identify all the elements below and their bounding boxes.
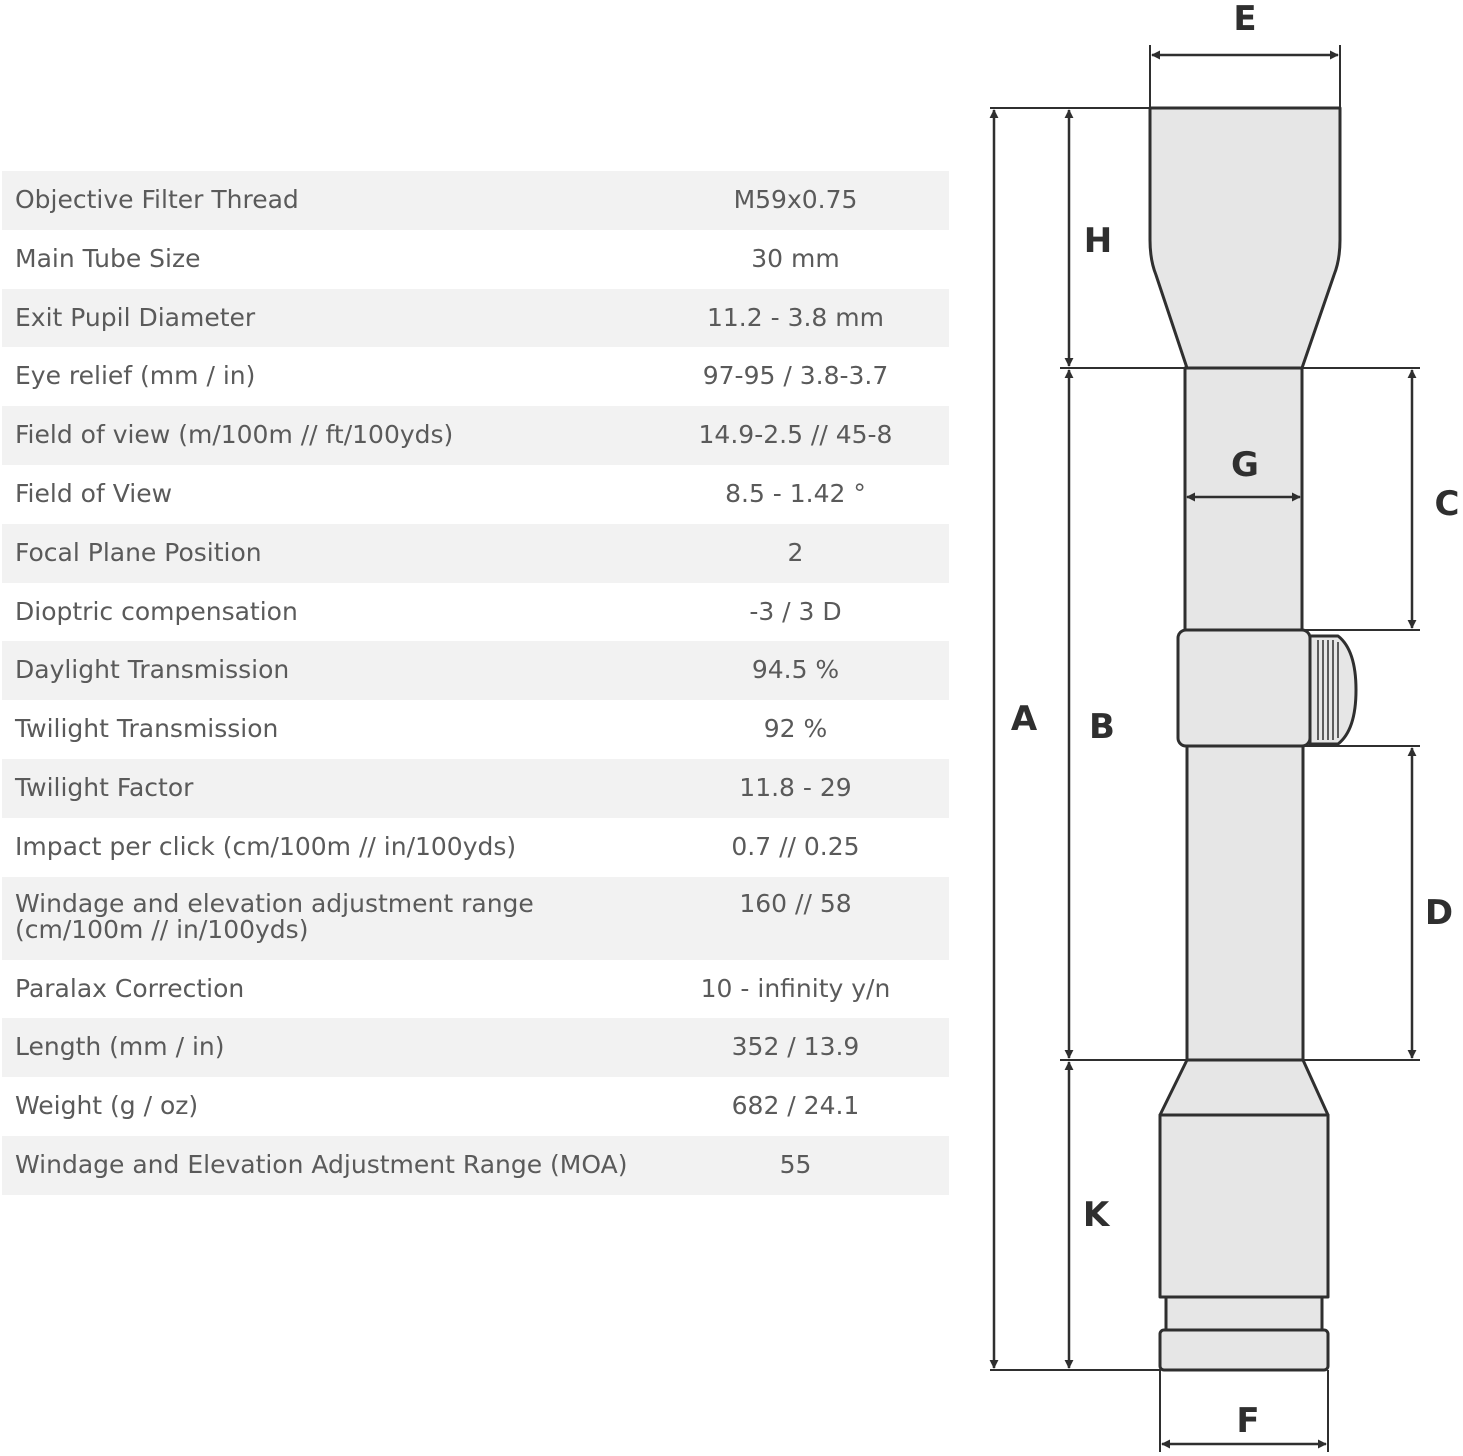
spec-value: 92 % (763, 714, 828, 744)
spec-value: 94.5 % (751, 655, 840, 685)
spec-value: 11.8 - 29 (739, 772, 852, 802)
spec-label: Twilight Factor (15, 772, 194, 802)
spec-label: Impact per click (cm/100m // in/100yds) (15, 831, 517, 861)
spec-value: 2 (787, 537, 804, 567)
dim-label-h: H (1083, 221, 1113, 261)
spec-label: Focal Plane Position (15, 537, 262, 567)
dim-label-d: D (1424, 893, 1454, 933)
spec-value: 14.9-2.5 // 45-8 (698, 420, 893, 450)
dim-label-k: K (1082, 1195, 1110, 1235)
spec-label: Field of View (15, 478, 173, 508)
main-tube-front (1185, 368, 1302, 630)
dim-label-g: G (1231, 445, 1259, 485)
spec-label: Windage and elevation adjustment range (cm/100m // in/100yds) (15, 888, 534, 944)
spec-label: Weight (g / oz) (15, 1091, 199, 1121)
dim-label-f: F (1236, 1401, 1260, 1441)
spec-label: Length (mm / in) (15, 1032, 225, 1062)
eyepiece-ring (1166, 1297, 1322, 1330)
spec-label: Exit Pupil Diameter (15, 302, 256, 332)
main-tube-rear (1187, 746, 1303, 1060)
spec-value: -3 / 3 D (749, 596, 842, 626)
eyepiece-end (1160, 1330, 1328, 1370)
eyepiece (1160, 1115, 1328, 1297)
spec-value: 160 // 58 (739, 888, 852, 918)
spec-label: Objective Filter Thread (15, 185, 299, 214)
riflescope-drawing (1150, 108, 1356, 1370)
dim-label-c: C (1434, 484, 1460, 524)
spec-label: Paralax Correction (15, 973, 245, 1003)
spec-label: Main Tube Size (15, 243, 201, 273)
spec-value: 352 / 13.9 (731, 1032, 860, 1062)
spec-value: M59x0.75 (733, 185, 858, 214)
dim-label-e: E (1233, 0, 1257, 39)
spec-value: 11.2 - 3.8 mm (707, 302, 884, 332)
spec-label: Field of view (m/100m // ft/100yds) (15, 420, 454, 450)
spec-value: 97-95 / 3.8-3.7 (702, 361, 889, 391)
dim-label-a: A (1010, 699, 1038, 739)
spec-value: 8.5 - 1.42 ° (725, 478, 866, 508)
spec-label: Windage and Elevation Adjustment Range (MOA) (15, 1149, 628, 1179)
dim-label-b: B (1089, 707, 1115, 747)
objective-bell (1150, 108, 1340, 368)
turret-ring (1178, 630, 1310, 746)
spec-value: 682 / 24.1 (731, 1091, 860, 1121)
eyepiece-taper (1160, 1060, 1328, 1115)
spec-label: Twilight Transmission (15, 714, 279, 744)
spec-label: Eye relief (mm / in) (15, 361, 256, 391)
spec-value: 10 - infinity y/n (700, 973, 891, 1003)
spec-value: 55 (779, 1149, 812, 1179)
spec-label: Dioptric compensation (15, 596, 298, 626)
spec-label: Daylight Transmission (15, 655, 290, 685)
spec-value: 30 mm (751, 243, 840, 273)
spec-value: 0.7 // 0.25 (731, 831, 860, 861)
